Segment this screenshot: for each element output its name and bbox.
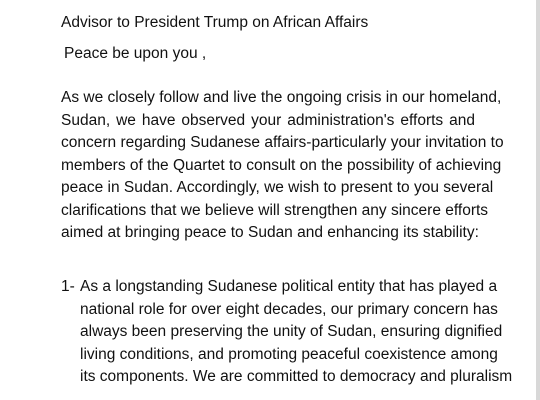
paragraph-line: clarifications that we believe will strengthen any sincere efforts xyxy=(61,201,489,219)
list-item-line: its components. We are committed to democracy and pluralism xyxy=(80,368,513,385)
paragraph-line: members of the Quartet to consult on the possibility of achieving xyxy=(61,156,502,174)
list-item-line: living conditions, and promoting peaceful coexistence among xyxy=(80,345,498,363)
list-item-line: As a longstanding Sudanese political entity that has played a xyxy=(80,278,498,295)
paragraph-line: peace in Sudan. Accordingly, we wish to present to you several xyxy=(61,179,494,196)
list-item-line: national role for over eight decades, our primary concern has xyxy=(80,300,498,318)
greeting: Peace be upon you , xyxy=(64,45,207,62)
paragraph-line: As we closely follow and live the ongoing crisis in our homeland, xyxy=(61,89,502,106)
paragraph-line: Sudan, we have observed your administration's efforts and xyxy=(61,111,475,129)
list-item-number: 1- xyxy=(61,278,75,295)
recipient-title: Advisor to President Trump on African Affairs xyxy=(61,14,369,31)
list-item-line: always been preserving the unity of Sudan, ensuring dignified xyxy=(80,323,503,340)
intro-paragraph xyxy=(61,87,504,245)
list-item-body xyxy=(80,276,513,389)
paragraph-line: aimed at bringing peace to Sudan and enhancing its stability: xyxy=(61,224,479,241)
paragraph-line: concern regarding Sudanese affairs-particularly your invitation to xyxy=(61,134,504,151)
page-edge-divider xyxy=(536,0,540,400)
